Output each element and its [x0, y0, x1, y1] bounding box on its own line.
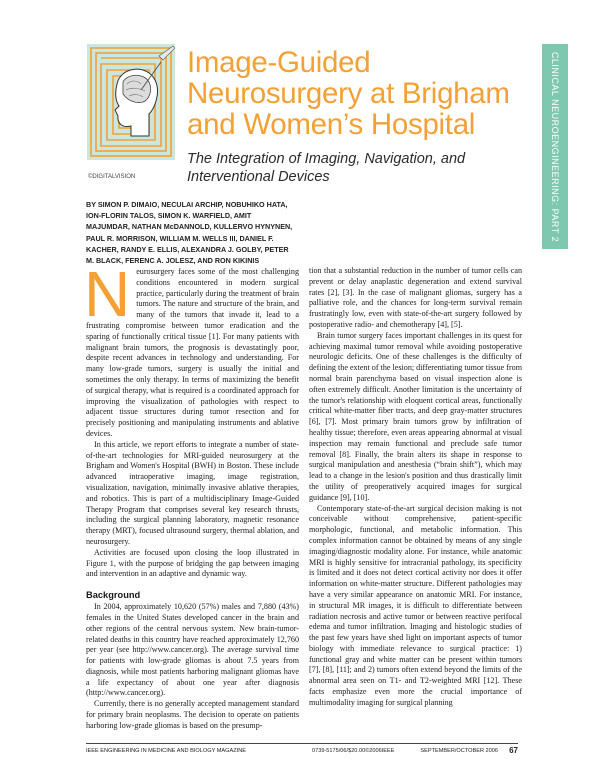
- drop-cap: N: [84, 258, 131, 330]
- paragraph: Contemporary state-of-the-art surgical decision making is not conceivable without comprehensive, patient-specific morphologic, functional, and metabolic information. This complex information cannot be obtained by means of any single imaging/diagnostic modality alone. For instance, while anatomic MRI is highly sensitive for intracranial pathology, its specificity is limited and it does not detect cortical activity nor does it offer information on white-matter structure. Different pathologies may have a very similar appearance on anatomic MRI. For instance, in structural MR images, it is difficult to differentiate between radiation necrosis and active tumor or between reactive perifocal edema and tumor infiltration. Imaging and histologic studies of the past few years have shed light on important aspects of tumor biology with immediate relevance to surgical practice: 1) functional gray and white matter can be present within tumors [7], [8], [11]; and 2) tumors often extend beyond the limits of the abnormal area seen on T1- and T2-weighted MRI [12]. These facts emphasize even more the crucial importance of multimodality imaging for surgical planning: [309, 503, 522, 707]
- page-number: 67: [509, 746, 518, 755]
- issn: 0739-5175/06/$20.00©2006IEEE: [312, 748, 395, 754]
- section-heading: Background: [86, 590, 141, 601]
- page-footer: [86, 743, 518, 756]
- paragraph: Brain tumor surgery faces important challenges in its quest for achieving maximal tumor removal while avoiding postoperative neurologic deficits. One of these challenges is the difficulty of defining the extent of the lesion; differentiating tumor tissue from normal brain parenchyma based on visual inspection alone is often extremely difficult. Another limitation is the uncertainty of the tumor's relationship with eloquent cortical areas, functionally critical white-matter fiber tracts, and deep gray-matter structures [6], [7]. Most primary brain tumors grow by infiltration of healthy tissue; therefore, even areas appearing abnormal at visual inspection may remain functional and preclude safe tumor removal [8]. Finally, the brain alters its shape in response to surgical manipulation and anesthesia (“brain shift”), which may lead to a change in the lesion's position and thus drastically limit the utility of preoperatively acquired images for surgical guidance [9], [10].: [309, 330, 522, 502]
- paragraph: Currently, there is no generally accepted management standard for primary brain neoplasms. The decision to operate on patients harboring low-grade gliomas is based on the presump-: [86, 699, 299, 730]
- article-title: Image-Guided Neurosurgery at Brigham and Women’s Hospital: [187, 46, 510, 141]
- paragraph: Neurosurgery faces some of the most challenging conditions encountered in modern surgical practice, particularly during the treatment of brain tumors. The nature and structure of the brain, and many of the tumors that invade it, lead to a frustrating compromise between tumor eradication and the sparing of functionally critical tissue [1]. For many patients with malignant brain tumors, the prognosis is devastatingly poor, despite recent advances in technology and understanding. For many low-grade tumors, surgery is usually the initial and sometimes the only therapy. In terms of maximizing the benefit of surgical therapy, what is required is a coordinated approach for improving the visualization of pathologies with respect to adjacent tissue structures during tumor resection and for precisely positioning and manipulating instruments and ablative devices.: [84, 258, 299, 438]
- paragraph: In this article, we report efforts to integrate a number of state-of-the-art technologies for MRI-guided neurosurgery at the Brigham and Women's Hospital (BWH) in Boston. These include advanced intraoperative imaging, image registration, visualization, navigation, minimally invasive ablative therapies, and robotics. This is part of a multidisciplinary Image-Guided Therapy Program that comprises several key research thrusts, including the surgical planning laboratory, magnetic resonance therapy (MRT), focused ultrasound surgery, thermal ablation, and neurosurgery.: [86, 439, 299, 546]
- body-column-right: [309, 266, 522, 709]
- body-column-left: [84, 258, 299, 732]
- paragraph: In 2004, approximately 10,620 (57%) males and 7,880 (43%) females in the United States developed cancer in the brain and other regions of the central nervous system. New brain-tumor-related deaths in this country have reached approximately 12,760 per year (see http://www.cancer.org). The average survival time for patients with low-grade gliomas is about 7.5 years from diagnosis, while most patients harboring malignant gliomas have a life expectancy of about one year after diagnosis (http://www.cancer.org).: [86, 602, 299, 698]
- journal-name: IEEE ENGINEERING IN MEDICINE AND BIOLOGY MAGAZINE: [86, 748, 246, 754]
- brain-illustration: [87, 44, 175, 160]
- paragraph: tion that a substantial reduction in the number of tumor cells can prevent or delay anaplastic degeneration and extend survival rates [2], [3]. In the case of malignant gliomas, surgery has a palliative role, and the chances for long-term survival remain frustratingly low, even with state-of-the-art surgery followed by postoperative radio- and chemotherapy [4], [5].: [309, 266, 522, 329]
- author-list: BY SIMON P. DIMAIO, NECULAI ARCHIP, NOBUHIKO HATA, ION-FLORIN TALOS, SIMON K. WARFIELD, AMIT MAJUMDAR, NATHAN McDANNOLD, KULLERVO HYNYNEN, PAUL R. MORRISON, WILLIAM M. WELLS III, DANIEL F. KACHER, RANDY E. ELLIS, ALEXANDRA J. GOLBY, PETER M. BLACK, FERENC A. JOLESZ, AND RON KIKINIS: [86, 200, 293, 266]
- article-subtitle: The Integration of Imaging, Navigation, and Interventional Devices: [187, 151, 466, 185]
- section-label: CLINICAL NEUROENGINEERING: PART 2: [550, 51, 560, 243]
- paragraph: Activities are focused upon closing the loop illustrated in Figure 1, with the purpose of bridging the gap between imaging and intervention in an adaptive and dynamic way.: [86, 547, 299, 579]
- issue-date: SEPTEMBER/OCTOBER 2006: [420, 748, 498, 754]
- image-credit: ©DIGITALVISION: [88, 174, 136, 180]
